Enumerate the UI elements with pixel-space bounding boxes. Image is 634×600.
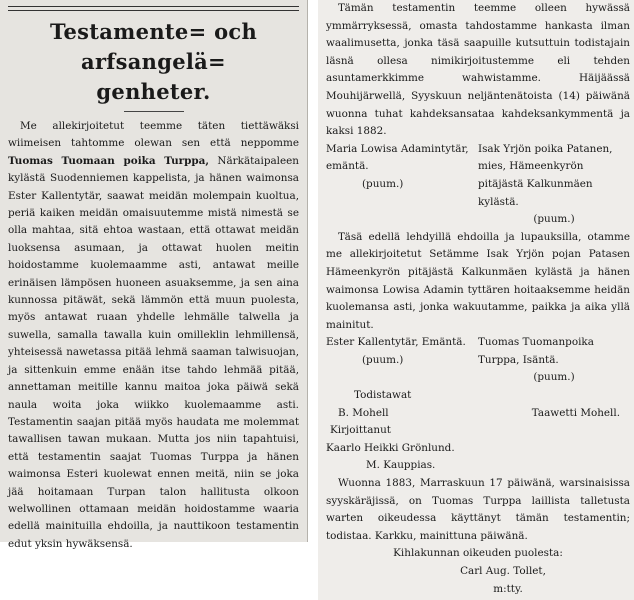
writer-extra: M. Kauppias. <box>366 459 436 472</box>
top-rule <box>8 6 299 11</box>
witness-name: B. Mohell <box>338 406 389 419</box>
witness-name: Taawetti Mohell. <box>531 406 620 419</box>
signer-name: Maria Lowisa Adamintytär, emäntä. <box>326 142 469 173</box>
right-column <box>318 0 634 600</box>
headline-rule <box>124 111 184 112</box>
writer-title: Kirjoittanut <box>330 424 391 437</box>
signer-mark: (puum.) <box>362 177 404 190</box>
intro-text: Me allekirjoitetut teemme täten tiettäwäksi wiimeisen tahtomme olewan sen että neppomme <box>8 120 299 150</box>
signature-right <box>478 334 630 387</box>
witnesses-row <box>326 405 630 423</box>
registration-paragraph: Wuonna 1883, Marraskuun 17 päiwänä, warsinaisissa syyskäräjissä, on Tuomas Turppa laillista talletusta warten oikeudessa käyttänyt tämän testamentin; todistaa. Karkku, mainittuna päiwänä. <box>326 477 630 542</box>
testament-paragraph <box>8 118 299 553</box>
witnesses-block <box>326 387 630 475</box>
judge-name: Carl Aug. Tollet, <box>460 565 546 577</box>
signature-left <box>326 334 472 387</box>
acceptance-paragraph: Täsä edellä lehdyillä ehdoilla ja lupauksilla, otamme me allekirjoitetut Setämme Isak Yrjön pojan Patasen Hämeenkyrön pitäjästä Kalkunmäen kylästä ja hänen waimonsa Lowisa Adamin tyttären hoitaaksemme heidän kuolemansa asti, jonka wakuutamme, paikka ja aika yllä mainitut. <box>326 230 630 331</box>
heir-name: Tuomas Tuomaan poika Turppa, <box>8 154 209 167</box>
testament-text: Närkätaipaleen kylästä Suodenniemen kappelista, ja hänen waimonsa Ester Kallentytär, saawat meidän molempain kuoltua, periä kaiken meidän omaisuutemme mistä nimestä se olla mahtaa, sitä ehtoa wastaan, että ottawat meidän luoksensa asumaan, ja ottawat huolen meitin hoidostamme kuolemaamme asti, antawat meille erinäisen lämpösen huoneen asuaksemme, ja sen aina kunnossa pitäwät, sekä lämmön että muun puolesta, myös antawat ruaan yhdelle lehmälle talwella ja suwella, samalla tawalla kuin omilleklin lehmillensä, yhteisessä nawetassa pitää lehmä saaman talwisuojan, ja sittenkuin emme enään itse tahdo lehmää pitää, annettaman meitille kannu maitoa joka päiwä sekä naula woita joka wiikko kuolemaamme asti. Testamentin saajan pitää myös haudata me molemmat tawallisen tawan mukaan. Mutta jos niin tapahtuisi, että testamentin saajat Tuomas Turppa ja hänen waimonsa Esteri kuolewat ennen meitä, niin se joka jää hoitamaan Turpan talon hallitusta olkoon welwollinen ottamaan meidän hoidostamme waaria edellä mainituilla ehdoilla, ja nauttikoon testamentin edut yksin hywäksensä. <box>8 154 299 550</box>
signature-left <box>326 141 472 229</box>
headline-line-1: Testamente= och arfsangelä= <box>49 19 258 74</box>
judge-note: m:tty. <box>493 582 523 595</box>
signature-right <box>478 141 630 229</box>
signer-mark: (puum.) <box>533 371 575 384</box>
writer-name: Kaarlo Heikki Grönlund. <box>326 441 455 454</box>
headline-line-2: genheter. <box>96 79 211 104</box>
signer-mark: (puum.) <box>362 353 404 366</box>
left-column <box>0 0 308 550</box>
court-line: Kihlakunnan oikeuden puolesta: <box>393 547 563 560</box>
confirmation-paragraph: Tämän testamentin teemme olleen hywässä ymmärryksessä, omasta tahdostamme hankasta ilman waalimusetta, jonka täsä saapuille kutsuttuin todistajain läsnä ollesa nimikirjoitustemme eli tehden asuntamerkkimme wahwistamme. Häijäässä Mouhijärwellä, Syyskuun neljäntenätoista (14) päiwänä wuonna tuhat kahdeksansataa kahdeksankymmentä ja kaksi 1882. <box>326 2 630 138</box>
signer-mark: (puum.) <box>533 213 575 226</box>
signature-row-1 <box>326 141 630 229</box>
signer-name: Isak Yrjön poika Patanen, mies, Hämeenkyrön pitäjästä Kalkunmäen kylästä. <box>478 142 613 208</box>
witnesses-title: Todistawat <box>354 389 412 402</box>
signature-row-2 <box>326 334 630 387</box>
signer-name: Ester Kallentytär, Emäntä. <box>326 336 466 349</box>
headline <box>8 17 299 107</box>
signer-name: Tuomas Tuomanpoika Turppa, Isäntä. <box>478 336 594 366</box>
